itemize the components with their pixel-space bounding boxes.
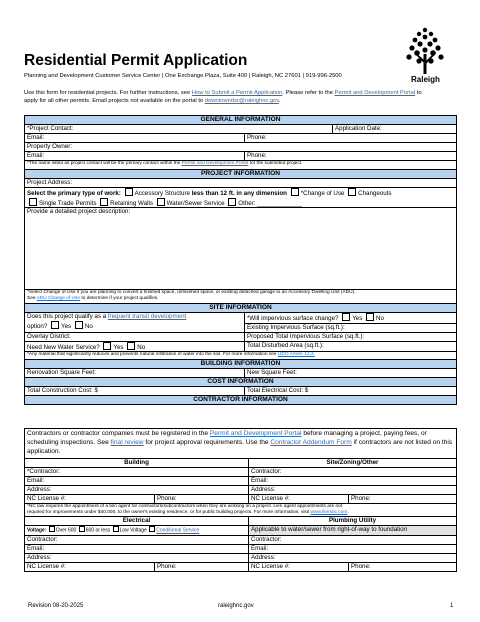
link-adu-change-of-use[interactable]: ADU Change of Use <box>36 296 81 302</box>
link-liensnc[interactable]: www.liensnc.com <box>310 510 348 515</box>
water-yes-checkbox[interactable] <box>103 342 111 350</box>
disturbed-area-field[interactable]: Total Disturbed Area (sq.ft.): <box>245 341 457 352</box>
site-license-field[interactable]: NC License #: <box>249 495 349 504</box>
plumbing-email-field[interactable]: Email: <box>249 545 457 554</box>
building-address-field[interactable]: Address: <box>25 486 249 495</box>
building-contractor-field[interactable]: *Contractor: <box>25 468 249 477</box>
link-email-downtowndsr[interactable]: downtowndsr@raleighnc.gov <box>204 98 279 104</box>
building-email-field[interactable]: Email: <box>25 477 249 486</box>
link-udo-article[interactable]: UDO Article 12.2. <box>277 352 315 358</box>
plumbing-applicability-note: Applicable to water/sewer from right-of-way to foundation <box>249 526 457 536</box>
transit-yes-checkbox[interactable] <box>51 321 59 329</box>
single-trade-checkbox[interactable] <box>29 198 37 206</box>
project-description-field[interactable]: Provide a detailed project description: <box>25 208 457 290</box>
site-phone-field[interactable]: Phone: <box>349 495 457 504</box>
lien-agent-note: *NC law requires the appointment of a lien agent for contractors/subcontractors when they are working on a project. Lien agent appointments are not required for improvements under $40,000, to the owner's existing residence, or for public building projects. For more information, visit www.liensnc.com. <box>25 504 457 517</box>
impervious-change-question: *Will impervious surface change? Yes No <box>245 313 457 324</box>
project-address-field[interactable]: Project Address: <box>25 179 457 188</box>
owner-email-field[interactable]: Email: <box>25 152 245 161</box>
footer-revision: Revision 08-20-2025 <box>28 603 84 609</box>
section-general-information: GENERAL INFORMATION <box>25 116 457 125</box>
building-license-field[interactable]: NC License #: <box>25 495 155 504</box>
impervious-note: *Any material that significantly reduces and prevents natural infiltration of water into the soil. For more information see UDO Article 12.2. <box>25 352 457 360</box>
form-table-contractor <box>24 428 457 572</box>
phone-field[interactable]: Phone: <box>245 134 457 143</box>
link-conditional-service[interactable]: Conditional Service <box>156 527 200 534</box>
site-email-field[interactable]: Email: <box>249 477 457 486</box>
electrical-cost-field[interactable]: Total Electrical Cost: $ <box>245 387 457 396</box>
contractor-paragraph: Contractors or contractor companies must be registered in the Permit and Development Portal before managing a project, paying fees, or scheduling inspections. See final review for project approval requirements. Use the Contractor Addendum Form if contractors are not listed on this application. <box>25 429 457 459</box>
plumbing-contractor-field[interactable]: Contractor: <box>249 536 457 545</box>
link-frequent-transit[interactable]: frequent transit development <box>107 313 187 321</box>
new-sqft-field[interactable]: New Square Feet: <box>245 369 457 378</box>
section-cost-information: COST INFORMATION <box>25 378 457 387</box>
building-phone-field[interactable]: Phone: <box>155 495 249 504</box>
electrical-contractor-field[interactable]: Contractor: <box>25 536 249 545</box>
600-or-less-checkbox[interactable] <box>79 526 85 532</box>
footer-website: raleighnc.gov <box>218 603 254 609</box>
footer-page-number: 1 <box>450 603 454 609</box>
changeouts-checkbox[interactable] <box>348 188 356 196</box>
renovation-sqft-field[interactable]: Renovation Square Feet: <box>25 369 245 378</box>
construction-cost-field[interactable]: Total Construction Cost: $ <box>25 387 245 396</box>
site-contractor-header: Site/Zoning/Other <box>249 459 457 468</box>
water-sewer-checkbox[interactable] <box>157 198 165 206</box>
transit-no-checkbox[interactable] <box>75 321 83 329</box>
electrical-email-field[interactable]: Email: <box>25 545 249 554</box>
section-building-information: BUILDING INFORMATION <box>25 360 457 369</box>
water-service-question: Need New Water Service? Yes No <box>25 341 245 352</box>
change-of-use-note: *Select Change of Use if you are planning to convert a finished space, unfinished space, or existing detached garage to an Accessory Dwelling Unit (ADU). See ADU Change of Use to determine if your project qualifies. <box>25 290 457 304</box>
link-final-review[interactable]: final review <box>110 439 144 446</box>
impervious-yes-checkbox[interactable] <box>342 313 350 321</box>
link-portal-contractor[interactable]: Permit and Development Portal <box>209 430 302 437</box>
existing-impervious-field[interactable]: Existing Impervious Surface (sq.ft.): <box>245 323 457 332</box>
email-field[interactable]: Email: <box>25 134 245 143</box>
proposed-impervious-field[interactable]: Proposed Total Impervious Surface (sq.ft.): <box>245 332 457 341</box>
link-permit-portal[interactable]: Permit and Development Portal <box>334 90 416 96</box>
page-title: Residential Permit Application <box>24 52 248 69</box>
contact-subhead: Planning and Development Customer Service Center | One Exchange Plaza, Suite 400 | Raleigh, NC 27601 | 919-996-2500 <box>24 73 342 79</box>
low-voltage-checkbox[interactable] <box>113 526 119 532</box>
plumbing-phone-field[interactable]: Phone: <box>349 563 457 572</box>
plumbing-license-field[interactable]: NC License #: <box>249 563 349 572</box>
owner-phone-field[interactable]: Phone: <box>245 152 457 161</box>
electrical-license-field[interactable]: NC License #: <box>25 563 155 572</box>
section-contractor-information: CONTRACTOR INFORMATION <box>25 396 457 405</box>
building-contractor-header: Building <box>25 459 249 468</box>
plumbing-header: Plumbing Utility <box>249 517 457 526</box>
form-table-upper <box>24 115 457 405</box>
transit-question: Does this project qualify as a frequent transit development option? Yes No <box>25 313 245 333</box>
water-no-checkbox[interactable] <box>127 342 135 350</box>
work-type-row: Select the primary type of work: Accessory Structure less than 12 ft. in any dimension *Change of Use Changeouts Single Trade Permits Retaining Walls Water/Sewer Service Other: _____________ <box>25 188 457 208</box>
contact-note: *The name listed as project contact will be the primary contact within the Permit and Development Portal for the submitted project. <box>25 161 457 170</box>
intro-paragraph: Use this form for residential projects. For further instructions, see How to Submit a Permit Application. Please refer to the Permit and Development Portal to apply for all other permits. Email projects not available on the portal to downtowndsr@raleighnc.gov. <box>24 90 422 104</box>
property-owner-field[interactable]: Property Owner: <box>25 143 457 152</box>
plumbing-address-field[interactable]: Address: <box>249 554 457 563</box>
electrical-header: Electrical <box>25 517 249 526</box>
electrical-address-field[interactable]: Address: <box>25 554 249 563</box>
raleigh-logo-text: Raleigh <box>411 75 440 84</box>
retaining-walls-checkbox[interactable] <box>100 198 108 206</box>
section-site-information: SITE INFORMATION <box>25 304 457 313</box>
voltage-row: Voltage: Over 600 600 or less Low Voltage Conditional Service <box>25 526 249 536</box>
overlay-district-field[interactable]: Overlay District: <box>25 332 245 341</box>
project-contact-field[interactable]: *Project Contact: <box>25 125 333 134</box>
link-portal-note[interactable]: Permit and Development Portal <box>181 161 249 166</box>
conditional-service-checkbox[interactable] <box>149 526 155 532</box>
change-of-use-checkbox[interactable] <box>291 188 299 196</box>
site-address-field[interactable]: Address: <box>249 486 457 495</box>
application-date-field[interactable]: Application Date: <box>333 125 457 134</box>
site-contractor-field[interactable]: Contractor: <box>249 468 457 477</box>
link-submit-instructions[interactable]: How to Submit a Permit Application <box>191 90 283 96</box>
electrical-phone-field[interactable]: Phone: <box>155 563 249 572</box>
over-600-checkbox[interactable] <box>49 526 55 532</box>
section-project-information: PROJECT INFORMATION <box>25 170 457 179</box>
other-checkbox[interactable] <box>228 198 236 206</box>
accessory-checkbox[interactable] <box>125 188 133 196</box>
impervious-no-checkbox[interactable] <box>366 313 374 321</box>
link-contractor-addendum[interactable]: Contractor Addendum Form <box>270 439 352 446</box>
